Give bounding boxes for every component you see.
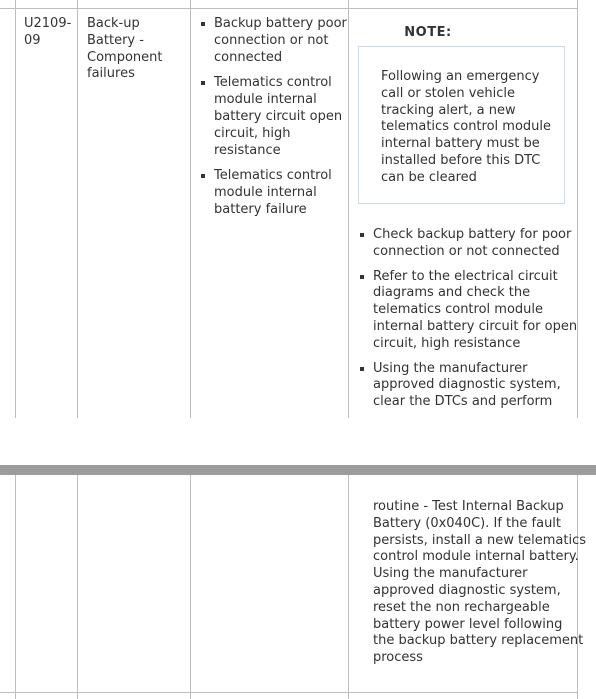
column-divider [15, 475, 16, 699]
list-item: Backup battery poor connection or not connected [198, 16, 347, 66]
list-item: Telematics control module internal battery circuit open circuit, high resistance [198, 75, 347, 159]
possible-causes-list [198, 16, 347, 228]
column-divider [77, 475, 78, 699]
column-divider [348, 0, 349, 418]
column-divider [190, 0, 191, 418]
table-row-border [0, 8, 578, 9]
column-divider [15, 0, 16, 418]
column-divider [77, 0, 78, 418]
table-row-border [0, 692, 578, 693]
column-divider [577, 0, 578, 418]
note-text: Following an emergency call or stolen vehicle tracking alert, a new telematics control module internal battery must be installed before this DTC can be cleared [381, 69, 552, 185]
column-divider [190, 475, 191, 699]
table-page-lower [0, 475, 596, 699]
action-list [357, 227, 577, 419]
note-title: NOTE: [404, 25, 452, 40]
column-divider [348, 475, 349, 699]
action-continuation: routine - Test Internal Backup Battery (0x040C). If the fault persists, install a new telematics control module internal battery. Using the manufacturer approved diagnostic system, reset the non rechargeable battery power level following the backup battery replacement process [373, 499, 586, 666]
page-gap [0, 418, 596, 465]
dtc-description: Back-up Battery - Component failures [87, 16, 163, 82]
list-item: Check backup battery for poor connection or not connected [357, 227, 577, 261]
list-item: Refer to the electrical circuit diagrams and check the telematics control module internal battery circuit for open circuit, high resistance [357, 269, 577, 353]
dtc-code: U2109- 09 [24, 16, 72, 48]
list-item: Telematics control module internal battery failure [198, 168, 347, 218]
list-item: Using the manufacturer approved diagnostic system, clear the DTCs and perform [357, 361, 577, 411]
note-box [358, 46, 565, 204]
